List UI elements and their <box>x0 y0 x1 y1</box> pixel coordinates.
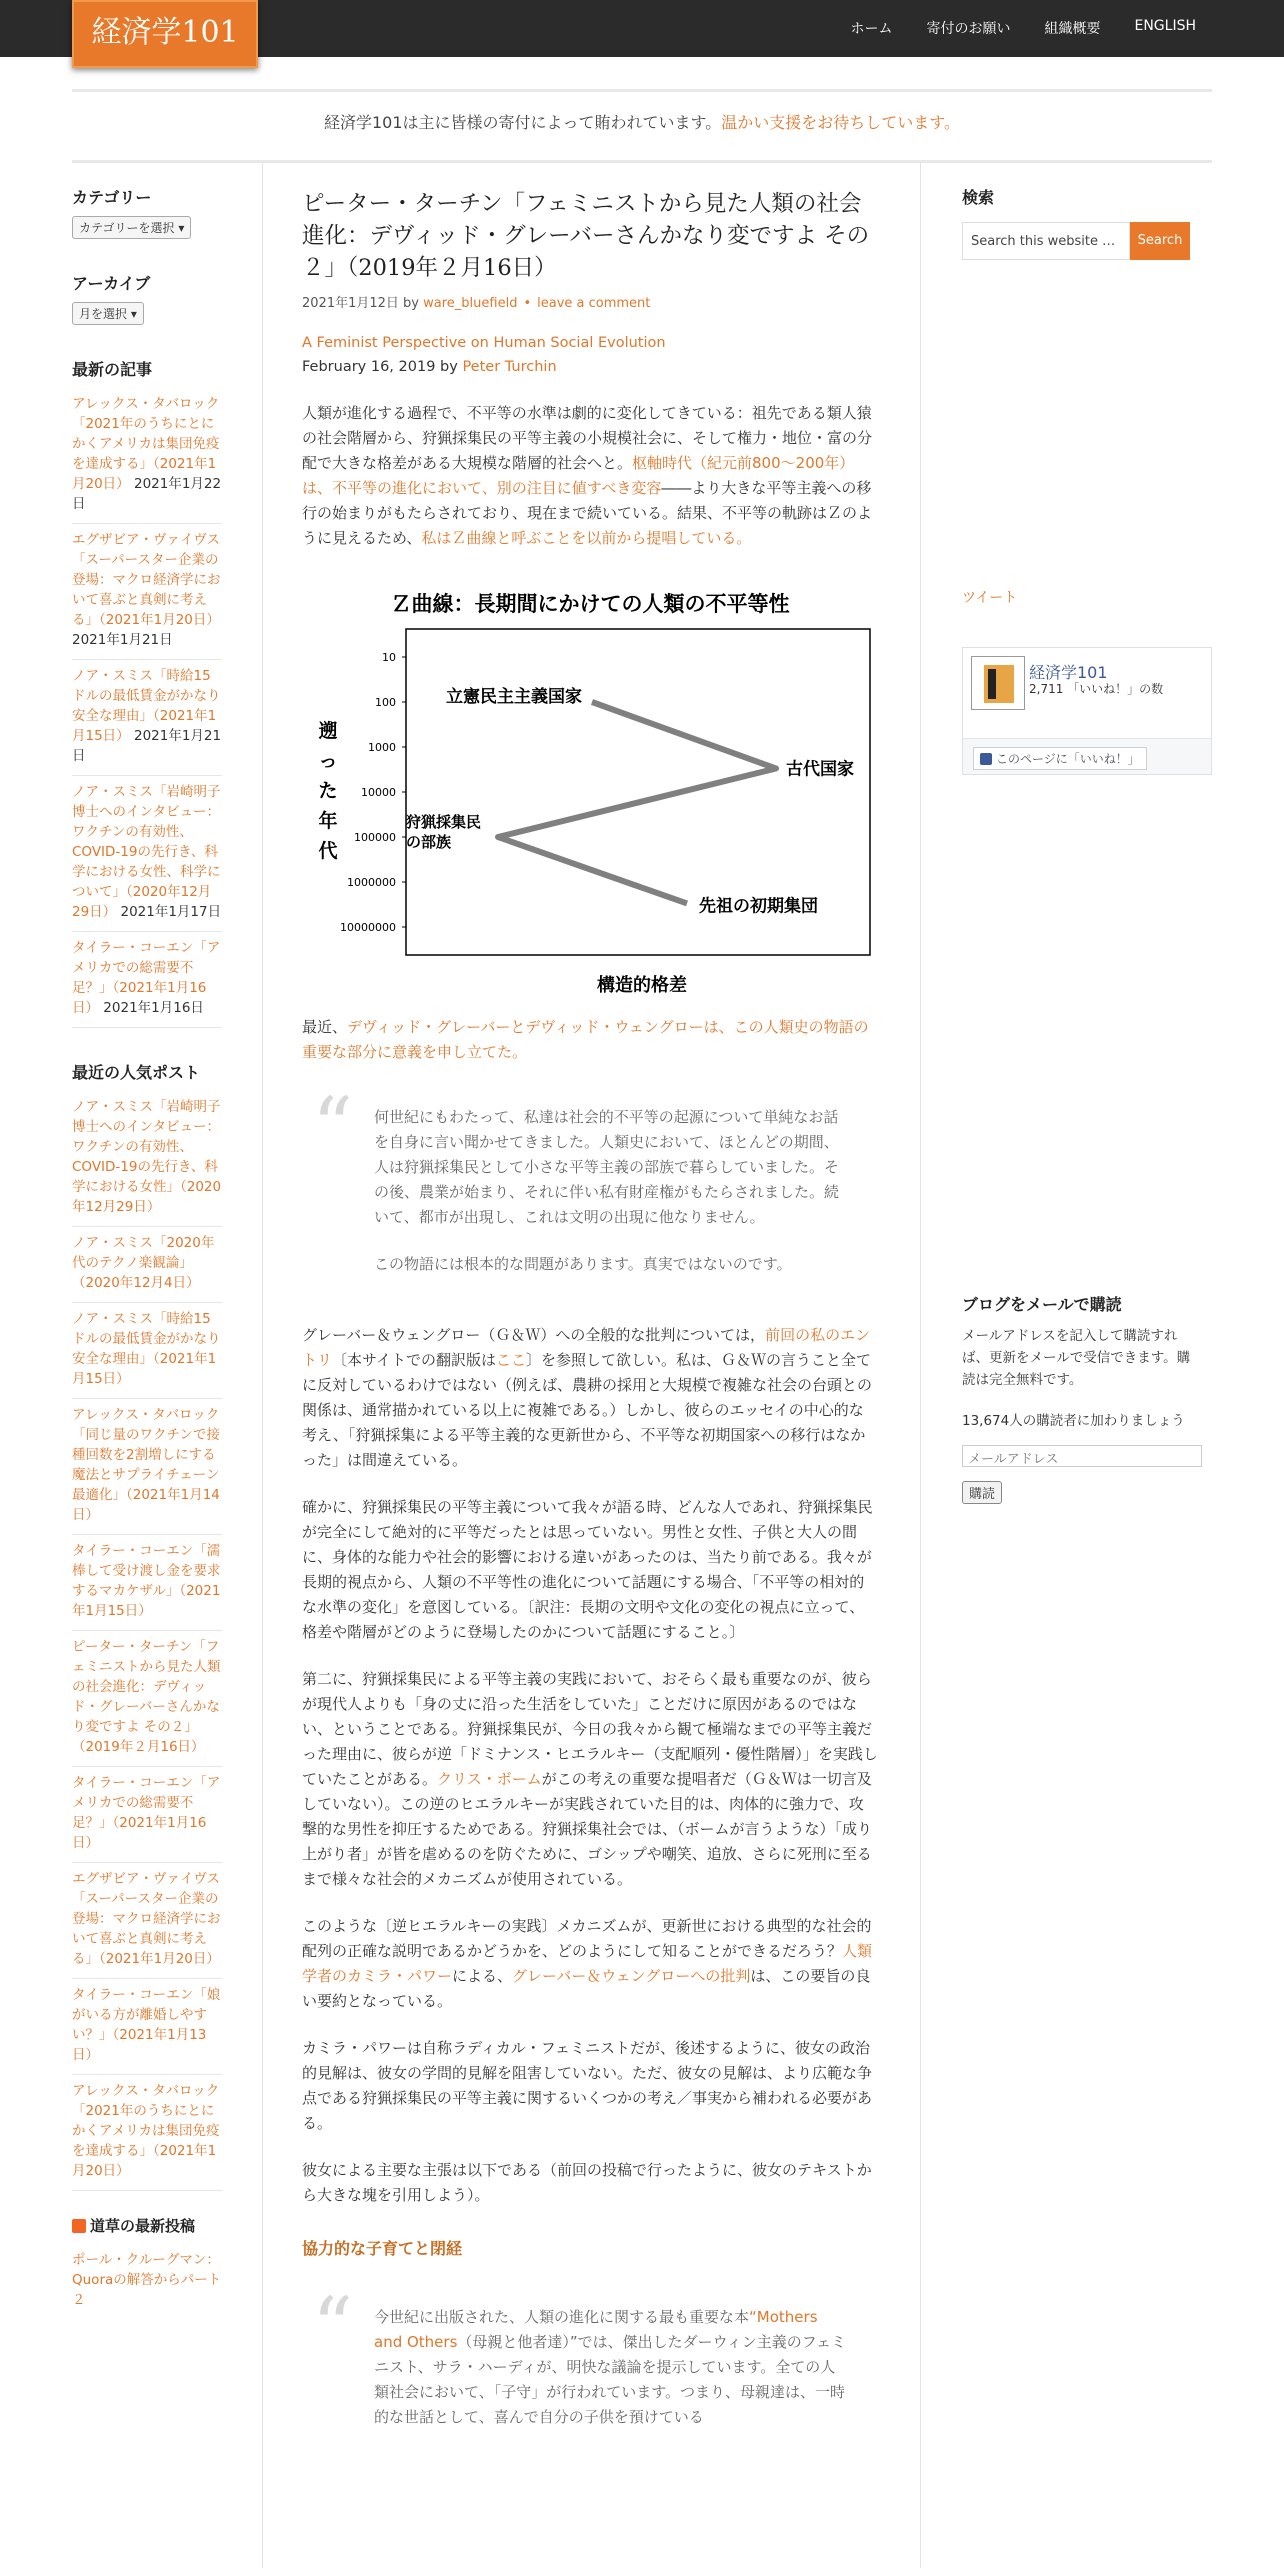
notice-link[interactable]: 温かい支援をお待ちしています。 <box>721 113 960 132</box>
point-label: 狩猟採集民の部族 <box>406 813 482 851</box>
column-divider-right <box>920 163 921 2568</box>
categories-title: カテゴリー <box>72 188 152 207</box>
paragraph-text: ――より大きな平等主義への移行の始まりがもたらされており、現在まで続いている。結果、不平等の軌跡はＺのように見えるため、 <box>302 479 873 547</box>
post-date: 2021年1月12日 <box>302 296 399 311</box>
list-item <box>72 1227 222 1303</box>
y-tick-label: 10000 <box>361 786 396 799</box>
categories-select[interactable]: カテゴリーを選択 ▾ <box>72 216 191 239</box>
popular-post-link[interactable]: タイラー・コーエン「娘がいる方が離婚しやすい？」（2021年1月13日） <box>72 1987 221 2063</box>
recent-post-date: 2021年1月21日 <box>72 632 173 648</box>
y-tick-label: 100 <box>375 696 396 709</box>
list-item <box>72 1535 222 1631</box>
paragraph-2 <box>302 1015 878 1065</box>
rss-title[interactable]: 道草の最新投稿 <box>90 2217 196 2235</box>
subscriber-count: 13,674人の購読者に加わりましょう <box>962 1413 1185 1429</box>
paragraph-6 <box>302 1914 878 2014</box>
recent-post-link[interactable]: タイラー・コーエン「アメリカでの総需要不足？」（2021年1月16日） <box>72 940 221 1016</box>
rss-widget <box>72 2215 222 2319</box>
quote-text <box>374 2305 848 2430</box>
archive-title: アーカイブ <box>72 274 151 293</box>
rss-icon[interactable] <box>72 2219 86 2233</box>
quote-text: この物語には根本的な問題があります。真実ではないのです。 <box>374 1255 792 1273</box>
facebook-page-avatar[interactable] <box>971 656 1025 710</box>
facebook-like-button[interactable] <box>973 747 1147 770</box>
popular-post-link[interactable]: アレックス・タバロック「2021年のうちにとにかくアメリカは集団免疫を達成する」（2021年1月20日） <box>72 2083 220 2179</box>
point-label: 先祖の初期集団 <box>699 896 818 917</box>
right-sidebar <box>962 185 1212 1502</box>
recent-post-date: 2021年1月17日 <box>120 904 222 920</box>
point-label: 立憲民主主義国家 <box>446 687 582 707</box>
header-rule-top <box>72 89 1212 92</box>
list-item <box>72 1303 222 1399</box>
popular-posts-widget <box>72 1060 222 2191</box>
paragraph-7: カミラ・パワーは自称ラディカル・フェミニストだが、後述するように、彼女の政治的見解は、彼女の学問的見解を阻害していない。ただ、彼女の見解は、より広範な争点である狩猟採集民の平等主義に関するいくつかの考え／事実から補われる必要がある。 <box>302 2039 873 2132</box>
paragraph-text: は、この要旨の良い要約となっている。 <box>302 1967 871 2010</box>
post-by: by <box>403 296 419 311</box>
paragraph-text: 〔本サイトでの翻訳版は <box>332 1351 496 1369</box>
y-tick-label: 100000 <box>354 831 396 844</box>
list-item <box>72 388 222 524</box>
paragraph-text: 第二に、狩猟採集民による平等主義の実践において、おそらく最も重要なのが、彼らが現代人よりも「身の丈に沿った生活をしていた」ことだけに原因があるのではない、ということである。狩猟採集民が、今日の我々から観て極端なまでの平等主義だった理由に、彼らが逆「ドミナンス・ヒエラルキー（支配順列・優性階層）」を実践していたことがある。 <box>302 1670 878 1788</box>
list-item <box>72 932 222 1028</box>
facebook-icon <box>980 753 992 765</box>
search-input[interactable]: Search this website … <box>962 222 1130 260</box>
graeber-wengrow-link[interactable]: デヴィッド・グレーバーとデヴィッド・ウェングローは、この人類史の物語の重要な部分に意義を申し立てた。 <box>302 1018 869 1061</box>
search-form <box>962 222 1212 260</box>
point-label: 古代国家 <box>786 759 854 780</box>
subscribe-title: ブログをメールで購読 <box>962 1295 1122 1314</box>
facebook-widget-footer <box>963 738 1211 774</box>
mothers-and-others-link[interactable]: “Mothers and Others <box>374 2308 818 2351</box>
list-item <box>72 776 222 932</box>
quote-mark-icon: “ <box>312 1080 353 1173</box>
camilla-power-link[interactable]: 人類学者のカミラ・パワー <box>302 1942 873 1985</box>
subscribe-button[interactable]: 購読 <box>962 1481 1002 1504</box>
facebook-widget <box>962 647 1212 775</box>
y-tick-label: 10000000 <box>340 921 396 934</box>
list-item <box>72 1863 222 1979</box>
left-sidebar <box>72 185 222 2351</box>
popular-post-link[interactable]: タイラー・コーエン「濡棒して受け渡し金を要求するマカケザル」（2021年1月15日） <box>72 1543 221 1619</box>
paragraph-text: 〕を参照して欲しい。私は、Ｇ＆Ｗの言うこと全てに反対しているわけではない（例えば、農耕の採用と大規模で複雑な社会の台頭との関係は、通常描かれている以上に複雑である。）しかし、彼らのエッセイの中心的な考え、「狩猟採集による平等主義的な更新世から、不平等な初期国家への移行はなかった」は間違えている。 <box>302 1351 873 1469</box>
meta-separator: • <box>523 296 532 311</box>
popular-post-link[interactable]: ノア・スミス「時給15ドルの最低賃金がかなり安全な理由」（2021年1月15日） <box>72 1311 221 1387</box>
source-title-link[interactable]: A Feminist Perspective on Human Social Evolution <box>302 335 666 351</box>
rss-post-link[interactable]: ポール・クルーグマン：Quoraの解答からパート２ <box>72 2252 222 2308</box>
source-author-link[interactable]: Peter Turchin <box>462 359 557 375</box>
email-subscribe-widget <box>962 1292 1202 1504</box>
paragraph-3 <box>302 1323 878 1473</box>
paragraph-text: このような〔逆ヒエラルキーの実践〕メカニズムが、更新世における典型的な社会的配列の正確な説明であるかどうかを、どのようにして知ることができるだろう？ <box>302 1917 872 1960</box>
list-item <box>72 1979 222 2075</box>
recent-post-link[interactable]: ノア・スミス「時給15ドルの最低賃金がかなり安全な理由」（2021年1月15日） <box>72 668 221 744</box>
blockquote-1 <box>312 1080 848 1277</box>
paragraph-text: がこの考えの重要な提唱者だ（Ｇ＆Ｗは一切言及していない）。この逆のヒエラルキーが実践されていた目的は、肉体的に強力で、攻撃的な男性を抑圧するためである。狩猟採集社会では、（ボームが言うような）「成り上がり者」が皆を虐めるのを防ぐために、ゴシップや嘲笑、追放、さらに死刑に至るまで様々な社会的メカニズムが使用されている。 <box>302 1770 873 1888</box>
paragraph-5 <box>302 1667 878 1892</box>
subscribe-description: メールアドレスを記入して購読すれば、更新をメールで受信できます。購読は完全無料です。 <box>962 1328 1191 1388</box>
section-heading: 協力的な子育てと閉経 <box>302 2239 463 2258</box>
popular-post-link[interactable]: タイラー・コーエン「アメリカでの総需要不足？」（2021年1月16日） <box>72 1775 221 1851</box>
nav-about[interactable]: 組織概要 <box>1044 21 1101 37</box>
paragraph-text: 最近、 <box>302 1018 348 1036</box>
search-title: 検索 <box>962 188 995 207</box>
blockquote-2 <box>312 2280 848 2430</box>
nav-donate[interactable]: 寄付のお願い <box>926 21 1011 37</box>
nav-english[interactable]: ENGLISH <box>1134 18 1196 34</box>
popular-post-link[interactable]: ピーター・ターチン「フェミニストから見た人類の社会進化：デヴィッド・グレーバーさんかなり変ですよ その２」（2019年２月16日） <box>72 1639 221 1755</box>
x-axis-label: 構造的格差 <box>597 975 687 996</box>
search-button[interactable]: Search <box>1130 222 1190 260</box>
column-divider-left <box>262 163 263 2568</box>
paragraph-8: 彼女による主要な主張は以下である（前回の投稿で行ったように、彼女のテキストから大きな塊を引用しよう）。 <box>302 2161 872 2204</box>
paragraph-1 <box>302 401 878 551</box>
list-item <box>72 2075 222 2191</box>
quote-text: （母親と他者達）”では、傑出したダーウィン主義のフェミニスト、サラ・ハーディが、明快な議論を提示しています。全ての人類社会において、「子守」が行われています。つまり、母親達は、一時的な世話として、喜んで自分の子供を預けている <box>374 2333 847 2426</box>
list-item <box>72 1091 222 1227</box>
recent-post-date: 2021年1月16日 <box>103 1000 204 1016</box>
z-curve-figure <box>302 587 878 1007</box>
quote-mark-icon: “ <box>312 2280 353 2373</box>
popular-post-link[interactable]: アレックス・タバロック「同じ量のワクチンで接種回数を2割増しにする魔法とサプライチェーン最適化」（2021年1月14日） <box>72 1407 220 1523</box>
y-tick-label: 10 <box>382 651 396 664</box>
paragraph-text: による、 <box>452 1967 513 1985</box>
recent-post-date: 2021年1月21日 <box>72 728 222 764</box>
recent-post-link[interactable]: エグザビア・ヴァイヴス 「スーパースター企業の登場：マクロ経済学において喜ぶと真剣に考える」（2021年1月20日） <box>72 532 221 628</box>
paragraph-text: 人類が進化する過程で、不平等の水準は劇的に変化してきている：祖先である類人猿の社会階層から、狩猟採集民の平等主義の小規模社会に、そして権力・地位・富の分配で大きな格差がある大規模な階層的社会へと。 <box>302 404 873 472</box>
facebook-page-name[interactable]: 経済学101 <box>1029 663 1108 682</box>
list-item <box>72 1631 222 1767</box>
facebook-like-count: 2,711 「いいね！」の数 <box>1029 682 1164 696</box>
recent-post-link[interactable]: アレックス・タバロック「2021年のうちにとにかくアメリカは集団免疫を達成する」（2021年1月20日） <box>72 396 220 492</box>
nav-home[interactable]: ホーム <box>850 21 893 37</box>
recent-post-link[interactable]: ノア・スミス「岩崎明子博士へのインタビュー：ワクチンの有効性、COVID-19の先行き、科学における女性、科学について」（2020年12月29日） <box>72 784 221 920</box>
site-logo[interactable] <box>72 0 258 68</box>
recent-post-date: 2021年1月22日 <box>72 476 222 512</box>
donation-notice <box>72 110 1212 133</box>
popular-posts-title: 最近の人気ポスト <box>72 1063 201 1082</box>
paragraph-text: グレーバー＆ウェングロー（Ｇ＆Ｗ）への全般的な批判については， <box>302 1326 766 1344</box>
chris-boehm-link[interactable]: クリス・ボーム <box>437 1770 542 1788</box>
main-nav <box>816 18 1196 38</box>
y-tick-label: 1000 <box>368 741 396 754</box>
header-rule-bottom <box>72 160 1212 163</box>
source-info <box>302 331 878 379</box>
post-meta <box>302 292 878 311</box>
y-axis-ticks <box>340 651 406 934</box>
list-item <box>72 1767 222 1863</box>
site-logo-text: 経済学101 <box>91 15 239 50</box>
previous-entry-link[interactable]: 前回の私のエントリ <box>302 1326 871 1369</box>
translation-link[interactable]: ここ <box>495 1351 526 1369</box>
paragraph-4: 確かに、狩猟採集民の平等主義について我々が語る時、どんな人であれ、狩猟採集民が完全にして絶対的に平等だったとは思っていない。男性と女性、子供と大人の間に、身体的な能力や社会的影響における違いがあったのは、当たり前である。我々が長期的視点から、人類の不平等性の進化について話題にする場合、「不平等の相対的な水準の変化」を意図している。〔訳注：長期の文明や文化の変化の視点に立って、格差や階層がどのように登場したのかについて話題にすること。〕 <box>302 1498 873 1641</box>
author-link[interactable]: ware_bluefield <box>423 296 518 311</box>
quote-text: 何世紀にもわたって、私達は社会的不平等の起源について単純なお話を自身に言い聞かせてきました。人類史において、ほとんどの期間、人は狩猟採集民として小さな平等主義の部族で暮らしていました。その後、農業が始まり、それに伴い私有財産権がもたらされました。続いて、都市が出現し、これは文明の出現に他なりません。 <box>374 1108 840 1226</box>
y-tick-label: 1000000 <box>347 876 396 889</box>
email-field[interactable]: メールアドレス <box>962 1445 1202 1467</box>
popular-post-link[interactable]: ノア・スミス「岩崎明子博士へのインタビュー：ワクチンの有効性、COVID-19の先行き、科学における女性」（2020年12月29日） <box>72 1099 222 1215</box>
quote-text: 今世紀に出版された、人類の進化に関する最も重要な本 <box>374 2308 750 2326</box>
popular-post-link[interactable]: ノア・スミス「2020年代のテクノ楽観論」（2020年12月4日） <box>72 1235 215 1291</box>
chart-title: Ｚ曲線：長期間にかけての人類の不平等性 <box>390 592 790 616</box>
facebook-like-label: このページに「いいね！」 <box>996 752 1140 766</box>
page-title: ピーター・ターチン「フェミニストから見た人類の社会進化：デヴィッド・グレーバーさんかなり変ですよ その２」（2019年２月16日） <box>302 191 870 281</box>
comment-link[interactable]: leave a comment <box>537 296 651 311</box>
list-item <box>72 660 222 776</box>
axial-age-link[interactable]: 枢軸時代（紀元前800～200年）は、不平等の進化において、別の注目に値すべき変容 <box>302 454 855 497</box>
z-curve-chart <box>302 587 878 1007</box>
y-axis-label: 遡った年代 <box>318 720 338 862</box>
source-date: February 16, 2019 by <box>302 359 458 375</box>
critique-link[interactable]: グレーバー＆ウェングローへの批判 <box>512 1967 751 1985</box>
list-item <box>72 2244 222 2319</box>
article <box>302 188 878 2430</box>
recent-posts-title: 最新の記事 <box>72 360 153 379</box>
list-item <box>72 524 222 660</box>
tweet-link[interactable]: ツイート <box>962 590 1018 606</box>
list-item <box>72 1399 222 1535</box>
popular-post-link[interactable]: エグザビア・ヴァイヴス 「スーパースター企業の登場：マクロ経済学において喜ぶと真剣に考える」（2021年1月20日） <box>72 1871 221 1967</box>
z-curve-link[interactable]: 私はＺ曲線と呼ぶことを以前から提唱している。 <box>421 529 752 547</box>
archive-select[interactable]: 月を選択 ▾ <box>72 302 144 325</box>
notice-text: 経済学101は主に皆様の寄付によって賄われています。 <box>324 113 722 132</box>
recent-posts-widget <box>72 357 222 1028</box>
